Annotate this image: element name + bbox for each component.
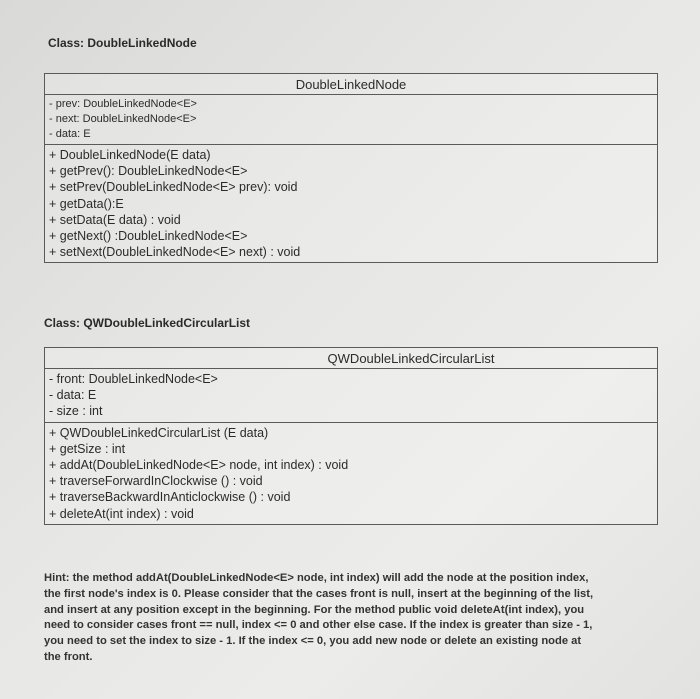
method-line: + getPrev(): DoubleLinkedNode<E> [49,164,248,179]
method-line: + getNext() :DoubleLinkedNode<E> [49,229,248,244]
class1-heading: Class: DoubleLinkedNode [48,36,197,50]
method-line: + deleteAt(int index) : void [49,506,194,521]
attribute-line: - next: DoubleLinkedNode<E> [49,113,197,125]
attribute-line: - prev: DoubleLinkedNode<E> [49,98,197,110]
hint-line: Hint: the method addAt(DoubleLinkedNode<E> node, int index) will add the node at the position index, [44,572,589,584]
hint-line: the front. [44,650,93,663]
method-line: + getSize : int [49,441,126,456]
method-line: + addAt(DoubleLinkedNode<E> node, int index) : void [49,458,349,473]
method-line: + setData(E data) : void [49,212,181,227]
methods-section [45,145,657,262]
hint-line: you need to set the index to size - 1. If the index <= 0, you add new node or delete an existing node at [44,635,582,648]
doublelinkednode-uml-box [44,73,658,263]
uml-class-name: QWDoubleLinkedCircularList [45,348,657,369]
method-line: + traverseForwardInClockwise () : void [49,474,263,489]
attribute-line: - data: E [49,128,91,140]
hint-line: need to consider cases front == null, index <= 0 and other else case. If the index is greater than size - 1, [44,619,593,632]
hint-line: and insert at any position except in the beginning. For the method public void deleteAt(int index), you [44,603,585,616]
attributes-section [45,369,657,423]
attribute-line: - size : int [49,404,103,419]
uml-class-name: DoubleLinkedNode [45,74,657,95]
method-line: + QWDoubleLinkedCircularList (E data) [49,425,269,440]
method-line: + traverseBackwardInAnticlockwise () : void [49,490,291,505]
methods-section [45,423,657,524]
qwdoublelinkedcircularlist-uml-box [44,347,658,525]
method-line: + setNext(DoubleLinkedNode<E> next) : void [49,245,301,260]
attribute-line: - data: E [49,388,97,403]
class2-heading: Class: QWDoubleLinkedCircularList [44,316,251,330]
hint-line: the first node's index is 0. Please consider that the cases front is null, insert at the beginning of the list, [44,587,594,600]
method-line: + DoubleLinkedNode(E data) [49,148,211,162]
attribute-line: - front: DoubleLinkedNode<E> [49,372,218,386]
hint-paragraph [44,571,654,666]
attributes-section [45,95,657,145]
method-line: + setPrev(DoubleLinkedNode<E> prev): void [49,180,298,195]
method-line: + getData():E [49,196,124,211]
